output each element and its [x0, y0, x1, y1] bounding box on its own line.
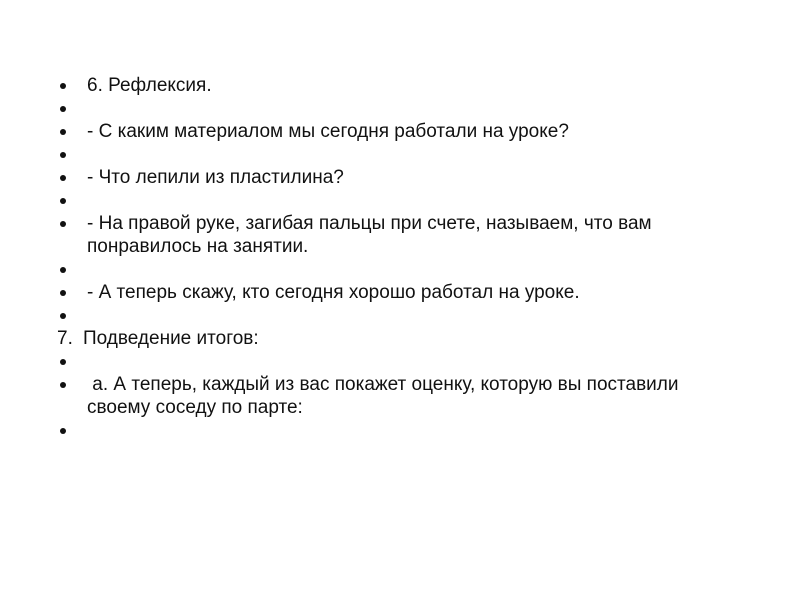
bullet-icon [60, 290, 66, 296]
bullet-icon [60, 152, 66, 158]
item-text: Подведение итогов: [83, 328, 259, 349]
bullet-icon [60, 267, 66, 273]
bullet-icon [60, 83, 66, 89]
list-item [57, 304, 747, 327]
bullet-icon [60, 198, 66, 204]
bullet-icon [60, 382, 66, 388]
slide-content [57, 74, 747, 442]
bullet-icon [60, 221, 66, 227]
bullet-icon [60, 175, 66, 181]
list-item [57, 166, 747, 189]
list-item [57, 120, 747, 143]
item-text: - На правой руке, загибая пальцы при счете, называем, что вам понравилось на занятии. [87, 213, 652, 257]
bullet-icon [60, 106, 66, 112]
list-item [57, 212, 747, 258]
list-item [57, 281, 747, 304]
list-item [57, 74, 747, 97]
list-item [57, 97, 747, 120]
bullet-icon [60, 129, 66, 135]
list-item [57, 143, 747, 166]
list-item [57, 258, 747, 281]
item-text: - А теперь скажу, кто сегодня хорошо работал на уроке. [87, 282, 580, 303]
item-text: а. А теперь, каждый из вас покажет оценку, которую вы поставили своему соседу по парте: [87, 374, 684, 418]
item-text: - С каким материалом мы сегодня работали на уроке? [87, 121, 569, 142]
list-item [57, 419, 747, 442]
item-text: 6. Рефлексия. [87, 75, 212, 96]
list-item [57, 350, 747, 373]
item-number: 7. [57, 328, 73, 349]
numbered-item [57, 327, 747, 350]
list-item [57, 189, 747, 212]
bullet-icon [60, 313, 66, 319]
item-text: - Что лепили из пластилина? [87, 167, 344, 188]
bullet-icon [60, 428, 66, 434]
list-item [57, 373, 747, 419]
bullet-icon [60, 359, 66, 365]
